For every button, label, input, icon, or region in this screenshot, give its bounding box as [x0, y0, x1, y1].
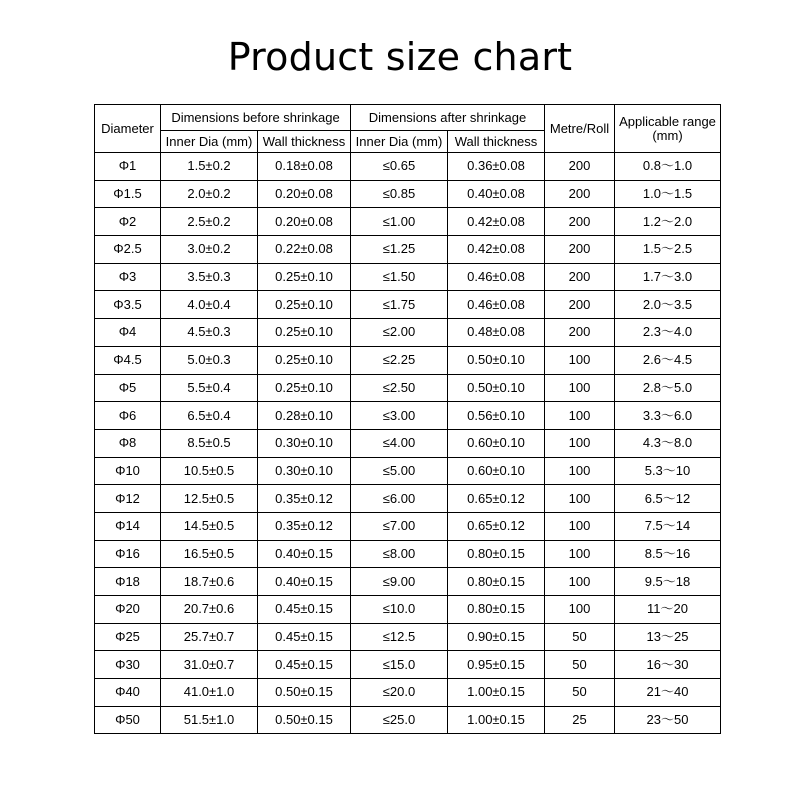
- metre-roll-cell: 100: [545, 457, 615, 485]
- applicable-range-cell: 21～40: [615, 679, 721, 707]
- before-wall-thickness-cell: 0.22±0.08: [258, 236, 351, 264]
- table-row: [95, 706, 721, 734]
- after-wall-thickness-cell: 0.65±0.12: [448, 512, 545, 540]
- table-row: [95, 208, 721, 236]
- metre-roll-cell: 100: [545, 540, 615, 568]
- diameter-cell: Φ6: [95, 402, 161, 430]
- metre-roll-cell: 100: [545, 346, 615, 374]
- header-after-shrinkage: Dimensions after shrinkage: [351, 105, 545, 131]
- table-row: [95, 291, 721, 319]
- after-inner-dia-cell: ≤2.50: [351, 374, 448, 402]
- after-inner-dia-cell: ≤9.00: [351, 568, 448, 596]
- header-after-inner-dia: Inner Dia (mm): [351, 131, 448, 153]
- applicable-range-cell: 11～20: [615, 596, 721, 624]
- diameter-cell: Φ8: [95, 429, 161, 457]
- header-applicable-range-line1: Applicable range: [619, 113, 716, 129]
- before-wall-thickness-cell: 0.25±0.10: [258, 319, 351, 347]
- after-wall-thickness-cell: 1.00±0.15: [448, 706, 545, 734]
- after-inner-dia-cell: ≤15.0: [351, 651, 448, 679]
- table-row: [95, 651, 721, 679]
- applicable-range-cell: 13～25: [615, 623, 721, 651]
- header-applicable-range: [615, 105, 721, 153]
- before-inner-dia-cell: 8.5±0.5: [161, 429, 258, 457]
- product-size-table: [94, 104, 721, 734]
- after-inner-dia-cell: ≤1.25: [351, 236, 448, 264]
- metre-roll-cell: 200: [545, 153, 615, 181]
- metre-roll-cell: 100: [545, 512, 615, 540]
- diameter-cell: Φ5: [95, 374, 161, 402]
- before-wall-thickness-cell: 0.50±0.15: [258, 679, 351, 707]
- metre-roll-cell: 25: [545, 706, 615, 734]
- diameter-cell: Φ12: [95, 485, 161, 513]
- before-wall-thickness-cell: 0.35±0.12: [258, 512, 351, 540]
- applicable-range-cell: 1.2～2.0: [615, 208, 721, 236]
- after-wall-thickness-cell: 0.80±0.15: [448, 540, 545, 568]
- before-inner-dia-cell: 31.0±0.7: [161, 651, 258, 679]
- after-inner-dia-cell: ≤1.75: [351, 291, 448, 319]
- before-wall-thickness-cell: 0.40±0.15: [258, 568, 351, 596]
- after-wall-thickness-cell: 0.40±0.08: [448, 180, 545, 208]
- before-wall-thickness-cell: 0.25±0.10: [258, 346, 351, 374]
- after-inner-dia-cell: ≤10.0: [351, 596, 448, 624]
- after-inner-dia-cell: ≤6.00: [351, 485, 448, 513]
- before-wall-thickness-cell: 0.18±0.08: [258, 153, 351, 181]
- after-wall-thickness-cell: 0.60±0.10: [448, 429, 545, 457]
- table-row: [95, 485, 721, 513]
- before-inner-dia-cell: 18.7±0.6: [161, 568, 258, 596]
- applicable-range-cell: 1.5～2.5: [615, 236, 721, 264]
- before-wall-thickness-cell: 0.20±0.08: [258, 180, 351, 208]
- diameter-cell: Φ3.5: [95, 291, 161, 319]
- after-wall-thickness-cell: 0.65±0.12: [448, 485, 545, 513]
- table-row: [95, 153, 721, 181]
- table-row: [95, 319, 721, 347]
- applicable-range-cell: 7.5～14: [615, 512, 721, 540]
- metre-roll-cell: 100: [545, 485, 615, 513]
- before-wall-thickness-cell: 0.20±0.08: [258, 208, 351, 236]
- applicable-range-cell: 1.0～1.5: [615, 180, 721, 208]
- header-row-top: [95, 105, 721, 131]
- table-row: [95, 596, 721, 624]
- before-inner-dia-cell: 3.0±0.2: [161, 236, 258, 264]
- after-wall-thickness-cell: 1.00±0.15: [448, 679, 545, 707]
- table-row: [95, 457, 721, 485]
- after-wall-thickness-cell: 0.50±0.10: [448, 346, 545, 374]
- before-inner-dia-cell: 3.5±0.3: [161, 263, 258, 291]
- diameter-cell: Φ25: [95, 623, 161, 651]
- table-row: [95, 568, 721, 596]
- before-inner-dia-cell: 4.0±0.4: [161, 291, 258, 319]
- header-before-shrinkage: Dimensions before shrinkage: [161, 105, 351, 131]
- applicable-range-cell: 4.3～8.0: [615, 429, 721, 457]
- after-wall-thickness-cell: 0.90±0.15: [448, 623, 545, 651]
- diameter-cell: Φ20: [95, 596, 161, 624]
- diameter-cell: Φ4.5: [95, 346, 161, 374]
- before-wall-thickness-cell: 0.25±0.10: [258, 374, 351, 402]
- header-diameter: Diameter: [95, 105, 161, 153]
- after-wall-thickness-cell: 0.46±0.08: [448, 291, 545, 319]
- after-wall-thickness-cell: 0.95±0.15: [448, 651, 545, 679]
- after-wall-thickness-cell: 0.50±0.10: [448, 374, 545, 402]
- before-wall-thickness-cell: 0.50±0.15: [258, 706, 351, 734]
- before-inner-dia-cell: 14.5±0.5: [161, 512, 258, 540]
- metre-roll-cell: 50: [545, 651, 615, 679]
- after-inner-dia-cell: ≤7.00: [351, 512, 448, 540]
- after-inner-dia-cell: ≤1.00: [351, 208, 448, 236]
- metre-roll-cell: 100: [545, 429, 615, 457]
- table-row: [95, 429, 721, 457]
- diameter-cell: Φ4: [95, 319, 161, 347]
- before-wall-thickness-cell: 0.25±0.10: [258, 263, 351, 291]
- after-wall-thickness-cell: 0.60±0.10: [448, 457, 545, 485]
- page-title: Product size chart: [227, 35, 573, 79]
- after-wall-thickness-cell: 0.56±0.10: [448, 402, 545, 430]
- after-wall-thickness-cell: 0.46±0.08: [448, 263, 545, 291]
- diameter-cell: Φ14: [95, 512, 161, 540]
- header-after-wall-thickness: Wall thickness: [448, 131, 545, 153]
- before-wall-thickness-cell: 0.28±0.10: [258, 402, 351, 430]
- metre-roll-cell: 200: [545, 236, 615, 264]
- metre-roll-cell: 200: [545, 291, 615, 319]
- metre-roll-cell: 100: [545, 568, 615, 596]
- header-applicable-range-line2: (mm): [652, 127, 683, 143]
- before-inner-dia-cell: 4.5±0.3: [161, 319, 258, 347]
- applicable-range-cell: 16～30: [615, 651, 721, 679]
- table-row: [95, 623, 721, 651]
- diameter-cell: Φ18: [95, 568, 161, 596]
- before-inner-dia-cell: 51.5±1.0: [161, 706, 258, 734]
- table-body: [95, 153, 721, 734]
- metre-roll-cell: 200: [545, 180, 615, 208]
- metre-roll-cell: 50: [545, 623, 615, 651]
- after-wall-thickness-cell: 0.80±0.15: [448, 568, 545, 596]
- table-row: [95, 180, 721, 208]
- before-inner-dia-cell: 25.7±0.7: [161, 623, 258, 651]
- diameter-cell: Φ16: [95, 540, 161, 568]
- after-wall-thickness-cell: 0.48±0.08: [448, 319, 545, 347]
- applicable-range-cell: 2.6～4.5: [615, 346, 721, 374]
- after-inner-dia-cell: ≤2.25: [351, 346, 448, 374]
- table-row: [95, 263, 721, 291]
- before-wall-thickness-cell: 0.40±0.15: [258, 540, 351, 568]
- diameter-cell: Φ2.5: [95, 236, 161, 264]
- before-inner-dia-cell: 1.5±0.2: [161, 153, 258, 181]
- diameter-cell: Φ40: [95, 679, 161, 707]
- applicable-range-cell: 0.8～1.0: [615, 153, 721, 181]
- applicable-range-cell: 2.8～5.0: [615, 374, 721, 402]
- header-metre-roll: Metre/Roll: [545, 105, 615, 153]
- before-wall-thickness-cell: 0.30±0.10: [258, 429, 351, 457]
- metre-roll-cell: 200: [545, 319, 615, 347]
- after-inner-dia-cell: ≤12.5: [351, 623, 448, 651]
- applicable-range-cell: 6.5～12: [615, 485, 721, 513]
- after-inner-dia-cell: ≤3.00: [351, 402, 448, 430]
- diameter-cell: Φ30: [95, 651, 161, 679]
- header-before-wall-thickness: Wall thickness: [258, 131, 351, 153]
- after-wall-thickness-cell: 0.80±0.15: [448, 596, 545, 624]
- after-inner-dia-cell: ≤1.50: [351, 263, 448, 291]
- before-wall-thickness-cell: 0.30±0.10: [258, 457, 351, 485]
- after-inner-dia-cell: ≤25.0: [351, 706, 448, 734]
- diameter-cell: Φ50: [95, 706, 161, 734]
- after-inner-dia-cell: ≤4.00: [351, 429, 448, 457]
- before-inner-dia-cell: 5.5±0.4: [161, 374, 258, 402]
- after-wall-thickness-cell: 0.36±0.08: [448, 153, 545, 181]
- before-inner-dia-cell: 2.0±0.2: [161, 180, 258, 208]
- after-inner-dia-cell: ≤20.0: [351, 679, 448, 707]
- metre-roll-cell: 50: [545, 679, 615, 707]
- after-inner-dia-cell: ≤5.00: [351, 457, 448, 485]
- metre-roll-cell: 100: [545, 402, 615, 430]
- table-row: [95, 374, 721, 402]
- before-inner-dia-cell: 16.5±0.5: [161, 540, 258, 568]
- before-inner-dia-cell: 20.7±0.6: [161, 596, 258, 624]
- diameter-cell: Φ2: [95, 208, 161, 236]
- applicable-range-cell: 23～50: [615, 706, 721, 734]
- after-inner-dia-cell: ≤0.65: [351, 153, 448, 181]
- applicable-range-cell: 2.3～4.0: [615, 319, 721, 347]
- before-inner-dia-cell: 6.5±0.4: [161, 402, 258, 430]
- table-row: [95, 346, 721, 374]
- applicable-range-cell: 1.7～3.0: [615, 263, 721, 291]
- before-inner-dia-cell: 5.0±0.3: [161, 346, 258, 374]
- diameter-cell: Φ1: [95, 153, 161, 181]
- before-inner-dia-cell: 12.5±0.5: [161, 485, 258, 513]
- before-wall-thickness-cell: 0.45±0.15: [258, 651, 351, 679]
- applicable-range-cell: 5.3～10: [615, 457, 721, 485]
- diameter-cell: Φ3: [95, 263, 161, 291]
- header-before-inner-dia: Inner Dia (mm): [161, 131, 258, 153]
- after-inner-dia-cell: ≤2.00: [351, 319, 448, 347]
- before-inner-dia-cell: 10.5±0.5: [161, 457, 258, 485]
- after-wall-thickness-cell: 0.42±0.08: [448, 236, 545, 264]
- metre-roll-cell: 100: [545, 374, 615, 402]
- diameter-cell: Φ1.5: [95, 180, 161, 208]
- applicable-range-cell: 9.5～18: [615, 568, 721, 596]
- diameter-cell: Φ10: [95, 457, 161, 485]
- before-wall-thickness-cell: 0.35±0.12: [258, 485, 351, 513]
- table-row: [95, 512, 721, 540]
- table-row: [95, 402, 721, 430]
- metre-roll-cell: 200: [545, 263, 615, 291]
- table-row: [95, 236, 721, 264]
- before-wall-thickness-cell: 0.25±0.10: [258, 291, 351, 319]
- table-row: [95, 679, 721, 707]
- before-wall-thickness-cell: 0.45±0.15: [258, 623, 351, 651]
- applicable-range-cell: 8.5～16: [615, 540, 721, 568]
- before-inner-dia-cell: 2.5±0.2: [161, 208, 258, 236]
- after-inner-dia-cell: ≤8.00: [351, 540, 448, 568]
- metre-roll-cell: 100: [545, 596, 615, 624]
- metre-roll-cell: 200: [545, 208, 615, 236]
- table-row: [95, 540, 721, 568]
- before-inner-dia-cell: 41.0±1.0: [161, 679, 258, 707]
- applicable-range-cell: 2.0～3.5: [615, 291, 721, 319]
- table-header: [95, 105, 721, 153]
- after-inner-dia-cell: ≤0.85: [351, 180, 448, 208]
- before-wall-thickness-cell: 0.45±0.15: [258, 596, 351, 624]
- after-wall-thickness-cell: 0.42±0.08: [448, 208, 545, 236]
- applicable-range-cell: 3.3～6.0: [615, 402, 721, 430]
